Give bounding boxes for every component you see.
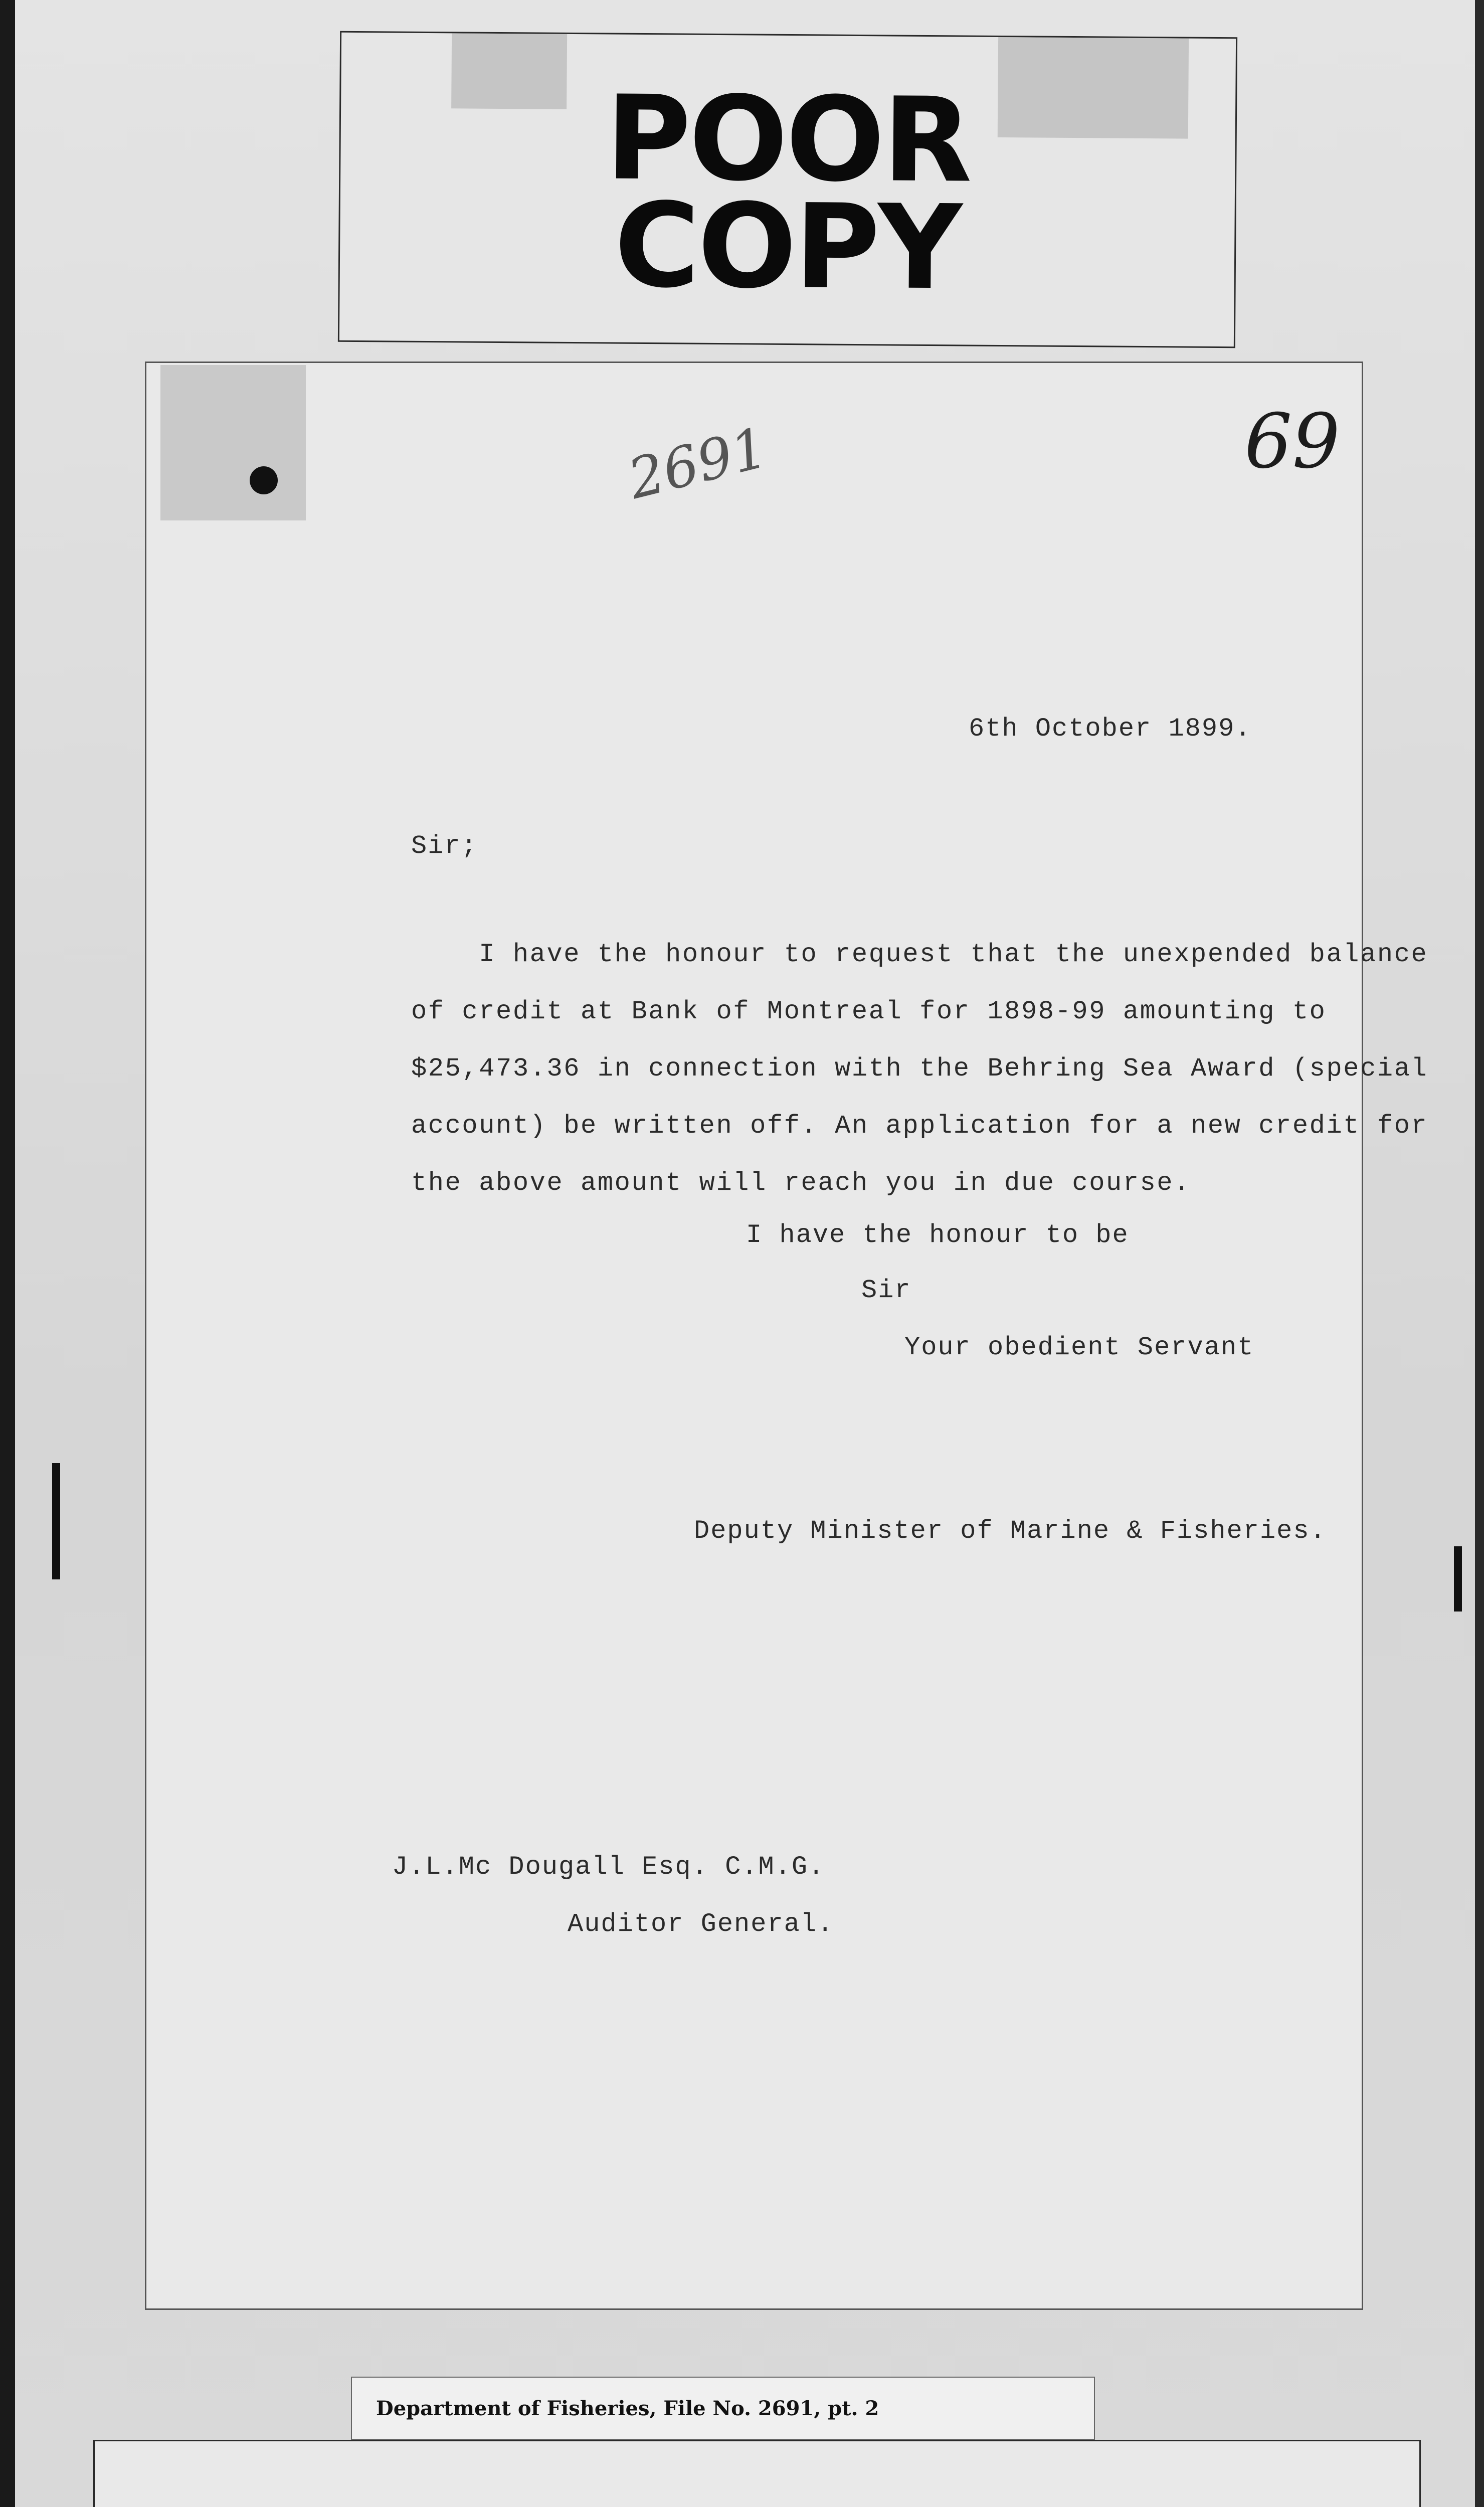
letter-salutation: Sir;: [411, 831, 478, 861]
addressee-title: Auditor General.: [568, 1909, 834, 1939]
punch-hole: [250, 466, 278, 494]
closing-servant: Your obedient Servant: [904, 1333, 1254, 1362]
signature-title: Deputy Minister of Marine & Fisheries.: [694, 1516, 1327, 1546]
poor-copy-line2: COPY: [614, 177, 961, 316]
addressee-name: J.L.Mc Dougall Esq. C.M.G.: [392, 1852, 825, 1882]
closing-sir: Sir: [861, 1276, 911, 1305]
handwritten-page-number: 69: [1244, 398, 1340, 485]
scan-edge-right: [1475, 0, 1484, 2507]
poor-copy-line1: POOR: [605, 70, 971, 209]
poor-copy-stamp: [339, 70, 1235, 316]
body-line: of credit at Bank of Montreal for 1898-99 amounting to: [411, 997, 1327, 1026]
body-line: I have the honour to request that the unexpended balance: [411, 940, 1428, 969]
body-line: $25,473.36 in connection with the Behring Sea Award (special: [411, 1054, 1428, 1084]
file-reference-label: Department of Fisheries, File No. 2691, pt. 2: [351, 2377, 1095, 2440]
body-line: the above amount will reach you in due course.: [411, 1168, 1191, 1198]
scan-edge-left: [0, 0, 15, 2507]
letter-page: [146, 363, 1428, 2308]
closing-line: I have the honour to be: [746, 1220, 1129, 1250]
edge-mark: [52, 1463, 60, 1579]
letter-date: 6th October 1899.: [969, 714, 1252, 744]
body-line: account) be written off. An application for a new credit for: [411, 1111, 1428, 1141]
poor-copy-card: [338, 31, 1237, 348]
edge-mark: [1454, 1546, 1462, 1611]
public-archives-card: [93, 2440, 1421, 2507]
tape-strip: [160, 365, 306, 520]
handwritten-file-number: 2691: [622, 415, 774, 511]
